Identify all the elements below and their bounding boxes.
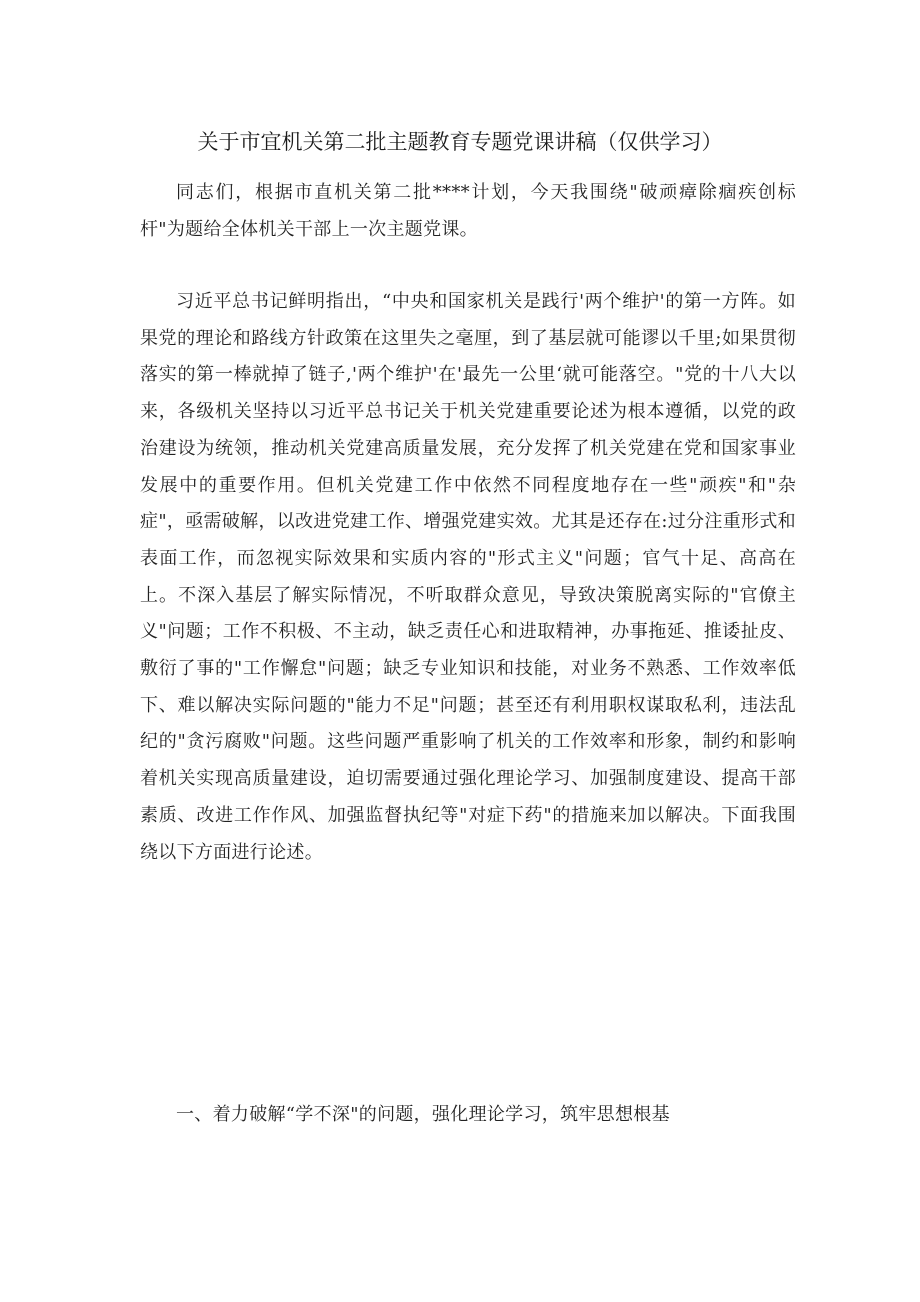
paragraph-intro: 同志们，根据市直机关第二批****计划，今天我围绕"破顽瘴除痼疾创标杆"为题给全体机关干部上一次主题党课。 — [140, 182, 796, 240]
section-heading: 一、着力破解“学不深"的问题，强化理论学习，筑牢思想根基 — [176, 1104, 670, 1125]
document-title: 关于市宜机关第二批主题教育专题党课讲稿（仅供学习） — [197, 130, 723, 154]
paragraph-main: 习近平总书记鲜明指出，“中央和国家机关是践行'两个维护'的第一方阵。如果党的理论和路线方针政策在这里失之毫厘，到了基层就可能谬以千里;如果贯彻落实的第一棒就掉了链子,'两个维护'在'最先一公里‘就可能落空。"党的十八大以来，各级机关坚持以习近平总书记关于机关党建重要论述为根本遵循，以党的政治建设为统领，推动机关党建高质量发展，充分发挥了机关党建在党和国家事业发展中的重要作用。但机关党建工作中依然不同程度地存在一些"顽疾"和"杂症"，亟需破解，以改进党建工作、增强党建实效。尤其是还存在:过分注重形式和表面工作，而忽视实际效果和实质内容的"形式主义"问题；官气十足、高高在上。不深入基层了解实际情况，不听取群众意见，导致决策脱离实际的"官僚主义"问题；工作不积极、不主动，缺乏责任心和进取精神，办事拖延、推诿扯皮、敷衍了事的"工作懈怠"问题；缺乏专业知识和技能，对业务不熟悉、工作效率低下、难以解决实际问题的"能力不足"问题；甚至还有利用职权谋取私利，违法乱纪的"贪污腐败"问题。这些问题严重影响了机关的工作效率和形象，制约和影响着机关实现高质量建设，迫切需要通过强化理论学习、加强制度建设、提高干部素质、改进工作作风、加强监督执纪等"对症下药"的措施来加以解决。下面我围绕以下方面进行论述。 — [140, 291, 796, 863]
